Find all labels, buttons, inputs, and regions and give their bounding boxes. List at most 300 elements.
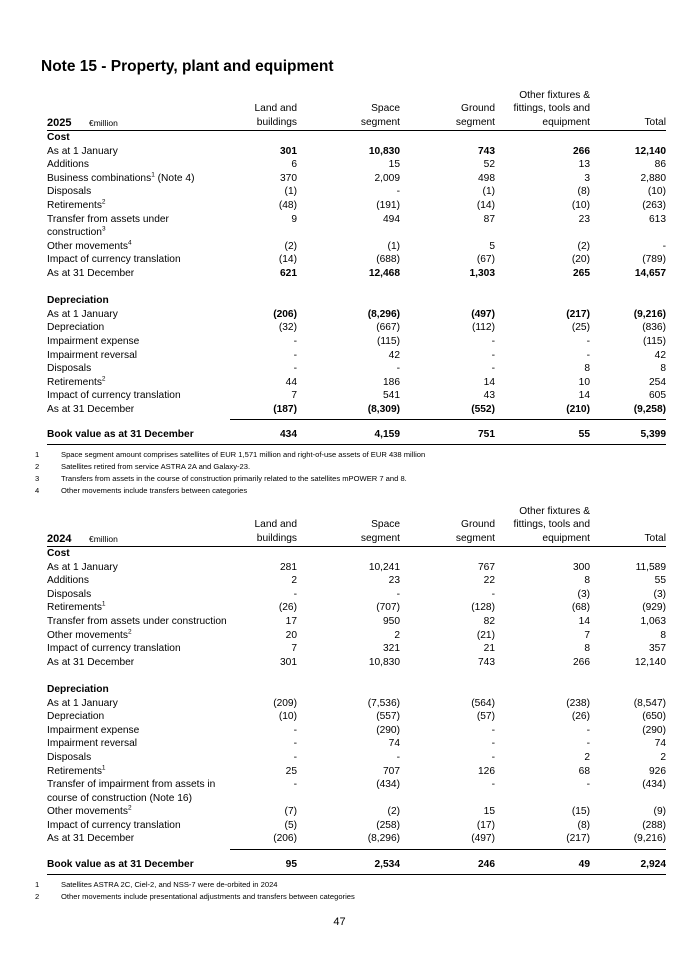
cell-value: 7 <box>291 643 297 655</box>
cell-value: (434) <box>642 779 666 791</box>
cell-value: 10,830 <box>368 656 400 668</box>
cell-value: 1,303 <box>469 267 495 279</box>
row-label <box>47 710 104 724</box>
row-label <box>47 145 118 159</box>
cell-value: 8 <box>660 363 666 375</box>
cell-value: - <box>293 779 297 791</box>
cell-value: - <box>586 724 590 736</box>
row-label <box>47 308 118 322</box>
row-label <box>47 321 104 335</box>
row-label <box>47 267 134 281</box>
footnote-number: 1 <box>35 450 40 459</box>
cell-value: 87 <box>483 213 495 225</box>
row-label-text: As at 1 January <box>47 308 118 320</box>
footnote-ref: 2 <box>101 375 106 383</box>
cell-value: 9 <box>291 213 297 225</box>
row-label <box>47 642 181 656</box>
row-label <box>47 805 132 819</box>
cell-value: 15 <box>483 806 495 818</box>
cell-value: 321 <box>383 643 400 655</box>
cell-value: (9,216) <box>633 308 666 320</box>
row-label-text: Depreciation <box>47 711 105 723</box>
cell-value: 621 <box>280 267 297 279</box>
cell-value: (836) <box>642 322 666 334</box>
cell-value: (5) <box>284 819 297 831</box>
cell-value: (1) <box>482 186 495 198</box>
row-label <box>47 376 106 390</box>
row-label <box>47 697 118 711</box>
row-label-text: As at 31 December <box>47 267 135 279</box>
cell-value: 265 <box>573 267 590 279</box>
cell-value: (2) <box>284 240 297 252</box>
row-label <box>47 765 106 779</box>
ppe-table-2024 <box>47 500 666 875</box>
cell-value: (3) <box>577 588 590 600</box>
table-row <box>47 832 666 846</box>
cell-value: (8,296) <box>367 833 400 845</box>
cell-value: (258) <box>376 819 400 831</box>
table-row <box>47 240 666 254</box>
cell-value: (26) <box>571 711 590 723</box>
column-header <box>586 116 666 130</box>
row-label <box>47 349 137 363</box>
row-label-text: As at 31 December <box>47 656 135 668</box>
cell-value: - <box>586 349 590 361</box>
column-header <box>290 102 400 129</box>
row-label-text: Other movements <box>47 806 128 818</box>
table-row <box>47 145 666 159</box>
cell-value: - <box>662 240 666 252</box>
cell-value: 2 <box>291 575 297 587</box>
cell-value: (8,309) <box>367 403 400 415</box>
spacer <box>47 281 666 295</box>
page-number: 47 <box>333 916 346 928</box>
column-header <box>480 505 590 546</box>
cell-value: - <box>396 751 400 763</box>
table-row <box>47 588 666 602</box>
cell-value: (115) <box>642 335 666 347</box>
table-row <box>47 253 666 267</box>
cell-value: 15 <box>388 159 400 171</box>
cell-value: (206) <box>273 308 297 320</box>
row-label-text: Impairment expense <box>47 724 140 736</box>
table-row <box>47 213 666 240</box>
cell-value: 2,534 <box>374 859 400 871</box>
table-year: 2025 <box>47 117 72 129</box>
row-label-text: Disposals <box>47 751 92 763</box>
row-label-text: Transfer from assets under construction <box>47 615 227 627</box>
cell-value: 42 <box>654 349 666 361</box>
row-label <box>47 213 169 240</box>
cell-value: 4,159 <box>374 429 400 441</box>
cell-value: (68) <box>571 602 590 614</box>
row-label-text: Retirements <box>47 765 102 777</box>
cell-value: - <box>293 349 297 361</box>
cell-value: 2,924 <box>640 859 666 871</box>
cell-value: 743 <box>478 656 495 668</box>
cell-value: 10,241 <box>368 561 400 573</box>
footnote-ref: 4 <box>127 239 132 247</box>
cell-value: - <box>491 751 495 763</box>
footnote-number: 2 <box>35 892 40 901</box>
footnote <box>35 473 407 485</box>
cell-value: 52 <box>483 159 495 171</box>
cell-value: 266 <box>573 145 590 157</box>
table-row <box>47 376 666 390</box>
cell-value: 7 <box>584 629 590 641</box>
cell-value: 3 <box>584 172 590 184</box>
table-row <box>47 642 666 656</box>
row-label <box>47 574 89 588</box>
cell-value: (238) <box>566 697 590 709</box>
cell-value: 6 <box>291 159 297 171</box>
column-header-line: buildings <box>256 532 297 544</box>
cell-value: (209) <box>273 697 297 709</box>
cell-value: 613 <box>649 213 666 225</box>
cell-value: (206) <box>273 833 297 845</box>
table-row <box>47 362 666 376</box>
cell-value: 1,063 <box>640 615 666 627</box>
cell-value: 743 <box>478 145 495 157</box>
cell-value: (688) <box>376 254 400 266</box>
cell-value: (217) <box>566 308 590 320</box>
column-header-line: Total <box>644 116 666 128</box>
row-label-text: Book value as at 31 December <box>47 429 194 441</box>
cell-value: 300 <box>573 561 590 573</box>
row-label-text: Business combinations <box>47 172 152 184</box>
cell-value: (187) <box>273 403 297 415</box>
table-unit: €million <box>89 534 118 544</box>
cell-value: 751 <box>478 429 495 441</box>
row-label <box>47 656 134 670</box>
column-header <box>586 532 666 546</box>
cell-value: (17) <box>476 819 495 831</box>
cell-value: (8,296) <box>367 308 400 320</box>
table-row <box>47 629 666 643</box>
footnote-ref: 2 <box>127 628 132 636</box>
cell-value: - <box>491 724 495 736</box>
cell-value: (20) <box>571 254 590 266</box>
row-label-text: As at 31 December <box>47 833 135 845</box>
footnote-ref: 1 <box>101 600 106 608</box>
cell-value: (14) <box>476 199 495 211</box>
cell-value: (1) <box>284 186 297 198</box>
cell-value: 541 <box>383 390 400 402</box>
cell-value: (8) <box>577 819 590 831</box>
cell-value: 301 <box>280 145 297 157</box>
cell-value: - <box>491 335 495 347</box>
column-header-line: buildings <box>256 116 297 128</box>
cell-value: 357 <box>649 643 666 655</box>
table-row <box>47 697 666 711</box>
row-label-text: As at 31 December <box>47 403 135 415</box>
row-label <box>47 185 91 199</box>
cell-value: (434) <box>376 779 400 791</box>
cell-value: 43 <box>483 390 495 402</box>
page-title: Note 15 - Property, plant and equipment <box>41 58 334 75</box>
footnote-ref: 3 <box>101 225 106 233</box>
row-label <box>47 335 139 349</box>
row-label-text: Retirements <box>47 602 102 614</box>
cell-value: 8 <box>660 629 666 641</box>
table-row <box>47 185 666 199</box>
cell-value: - <box>293 724 297 736</box>
cell-value: (290) <box>642 724 666 736</box>
cell-value: 68 <box>578 765 590 777</box>
table-row <box>47 778 666 805</box>
column-header-line: segment <box>360 532 400 544</box>
row-label <box>47 240 132 254</box>
row-label <box>47 158 89 172</box>
cell-value: 7 <box>291 390 297 402</box>
cell-value: (32) <box>278 322 297 334</box>
cell-value: 950 <box>383 615 400 627</box>
cell-value: (48) <box>278 199 297 211</box>
column-header-line: equipment <box>542 116 590 128</box>
table-row <box>47 349 666 363</box>
row-label-text: Retirements <box>47 199 102 211</box>
footnote <box>35 485 247 497</box>
cell-value: 74 <box>654 738 666 750</box>
cell-value: 8 <box>584 575 590 587</box>
cell-value: 17 <box>285 615 297 627</box>
cell-value: (552) <box>471 403 495 415</box>
cell-value: 10,830 <box>368 145 400 157</box>
cell-value: (115) <box>376 335 400 347</box>
table-row <box>47 308 666 322</box>
table-row <box>47 403 666 417</box>
row-label-text: As at 1 January <box>47 561 118 573</box>
row-label-text: Impact of currency translation <box>47 254 181 266</box>
row-label-text: Impact of currency translation <box>47 643 181 655</box>
table-row <box>47 561 666 575</box>
column-header-line: fittings, tools and <box>513 103 590 114</box>
row-label <box>47 819 181 833</box>
cell-value: 266 <box>573 656 590 668</box>
cell-value: 281 <box>280 561 297 573</box>
cell-value: (210) <box>566 403 590 415</box>
cell-value: (9,216) <box>633 833 666 845</box>
cell-value: (288) <box>642 819 666 831</box>
cell-value: - <box>586 335 590 347</box>
cell-value: 12,140 <box>634 656 666 668</box>
cell-value: 434 <box>280 429 297 441</box>
footnote-ref: 1 <box>101 764 106 772</box>
cell-value: 498 <box>478 172 495 184</box>
cell-value: 126 <box>478 765 495 777</box>
section-heading-label: Cost <box>47 132 70 143</box>
row-label <box>47 588 91 602</box>
cell-value: - <box>491 349 495 361</box>
row-label-line2: construction <box>47 227 102 239</box>
row-label <box>47 561 118 575</box>
table-row <box>47 574 666 588</box>
cell-value: 707 <box>383 765 400 777</box>
row-label <box>47 724 139 738</box>
cell-value: (290) <box>376 724 400 736</box>
cell-value: 926 <box>649 765 666 777</box>
cell-value: (497) <box>471 308 495 320</box>
cell-value: 55 <box>654 575 666 587</box>
spacer <box>47 669 666 683</box>
footnote-text: Satellites retired from service ASTRA 2A and Galaxy-23. <box>61 462 251 471</box>
column-header-line: Space <box>371 519 400 530</box>
cell-value: 23 <box>578 213 590 225</box>
table-row <box>47 601 666 615</box>
cell-value: (2) <box>577 240 590 252</box>
cell-value: - <box>293 588 297 600</box>
cell-value: 301 <box>280 656 297 668</box>
cell-value: (557) <box>376 711 400 723</box>
cell-value: (67) <box>476 254 495 266</box>
row-label <box>47 403 134 417</box>
row-label-text: Disposals <box>47 363 92 375</box>
footnote-number: 1 <box>35 880 40 889</box>
table-row <box>47 158 666 172</box>
row-label-text: Impairment reversal <box>47 349 138 361</box>
cell-value: (10) <box>647 186 666 198</box>
cell-value: 14,657 <box>634 267 666 279</box>
row-label-suffix: (Note 4) <box>154 172 195 184</box>
cell-value: 95 <box>285 859 297 871</box>
table-row <box>47 858 666 872</box>
cell-value: 254 <box>649 376 666 388</box>
cell-value: (10) <box>571 199 590 211</box>
cell-value: 246 <box>478 859 495 871</box>
row-label <box>47 832 134 846</box>
cell-value: 23 <box>388 575 400 587</box>
row-label-text: Impairment reversal <box>47 738 138 750</box>
table-row <box>47 389 666 403</box>
row-label-text: Transfer of impairment from assets in <box>47 779 216 791</box>
section-heading-depreciation <box>47 294 666 308</box>
cell-value: (9) <box>653 806 666 818</box>
cell-value: (217) <box>566 833 590 845</box>
cell-value: (21) <box>476 629 495 641</box>
column-header-line: Ground <box>461 103 495 114</box>
row-label-text: Other movements <box>47 240 128 252</box>
cell-value: - <box>396 186 400 198</box>
table-header <box>47 84 666 131</box>
cell-value: 186 <box>383 376 400 388</box>
footnote-number: 2 <box>35 462 40 471</box>
cell-value: 10 <box>578 376 590 388</box>
cell-value: 767 <box>478 561 495 573</box>
cell-value: 21 <box>483 643 495 655</box>
table-row <box>47 267 666 281</box>
cell-value: - <box>293 363 297 375</box>
row-label <box>47 858 194 872</box>
row-label <box>47 428 194 442</box>
column-header-line: Ground <box>461 519 495 530</box>
table-header <box>47 500 666 547</box>
cell-value: 5,399 <box>640 429 666 441</box>
cell-value: 5 <box>489 240 495 252</box>
cell-value: (667) <box>376 322 400 334</box>
cell-value: (15) <box>571 806 590 818</box>
cell-value: (26) <box>278 602 297 614</box>
row-label <box>47 601 106 615</box>
cell-value: (707) <box>376 602 400 614</box>
cell-value: (128) <box>471 602 495 614</box>
cell-value: 2,880 <box>640 172 666 184</box>
footnote-text: Transfers from assets in the course of construction primarily related to the satellites mPOWER 7 and 8. <box>61 474 407 483</box>
row-label-text: Disposals <box>47 186 92 198</box>
cell-value: (263) <box>642 199 666 211</box>
cell-value: - <box>586 779 590 791</box>
section-heading-cost <box>47 131 666 145</box>
cell-value: 2 <box>394 629 400 641</box>
cell-value: 370 <box>280 172 297 184</box>
table-row <box>47 656 666 670</box>
column-header-line: equipment <box>542 532 590 544</box>
table-row <box>47 819 666 833</box>
footnote-number: 4 <box>35 486 40 495</box>
cell-value: - <box>586 738 590 750</box>
cell-value: 2 <box>584 751 590 763</box>
table-row <box>47 172 666 186</box>
cell-value: 44 <box>285 376 297 388</box>
section-heading-cost <box>47 547 666 561</box>
cell-value: (650) <box>642 711 666 723</box>
footnote <box>35 879 278 891</box>
cell-value: - <box>396 363 400 375</box>
cell-value: (564) <box>471 697 495 709</box>
row-label <box>47 389 181 403</box>
column-header <box>187 518 297 545</box>
table-row <box>47 765 666 779</box>
cell-value: (9,258) <box>633 403 666 415</box>
table-row <box>47 335 666 349</box>
cell-value: 14 <box>578 390 590 402</box>
cell-value: 74 <box>388 738 400 750</box>
table-row <box>47 737 666 751</box>
cell-value: 494 <box>383 213 400 225</box>
column-header-line: segment <box>455 116 495 128</box>
table-row <box>47 615 666 629</box>
cell-value: (929) <box>642 602 666 614</box>
book-value-wrap <box>47 850 666 875</box>
book-value-wrap <box>47 420 666 445</box>
row-label <box>47 172 194 186</box>
cell-value: (8) <box>577 186 590 198</box>
cell-value: 82 <box>483 615 495 627</box>
cell-value: (497) <box>471 833 495 845</box>
cell-value: (7,536) <box>367 697 400 709</box>
cell-value: - <box>293 751 297 763</box>
column-header-line: Land and <box>254 519 297 530</box>
table-unit: €million <box>89 118 118 128</box>
cell-value: - <box>293 738 297 750</box>
column-header-line: Space <box>371 103 400 114</box>
row-label <box>47 253 181 267</box>
column-header-line: fittings, tools and <box>513 519 590 530</box>
footnote <box>35 891 355 903</box>
row-label-text: Other movements <box>47 629 128 641</box>
footnote-text: Other movements include transfers between categories <box>61 486 248 495</box>
table-row <box>47 710 666 724</box>
cell-value: 11,589 <box>635 561 666 573</box>
row-label-text: Additions <box>47 159 89 171</box>
cell-value: 8 <box>584 643 590 655</box>
row-label-text: Impact of currency translation <box>47 819 181 831</box>
table-row <box>47 724 666 738</box>
column-header-line: Other fixtures & <box>519 505 590 517</box>
cell-value: 42 <box>388 349 400 361</box>
row-label-text: Book value as at 31 December <box>47 859 194 871</box>
section-heading-depreciation <box>47 683 666 697</box>
row-label-text: As at 1 January <box>47 145 118 157</box>
